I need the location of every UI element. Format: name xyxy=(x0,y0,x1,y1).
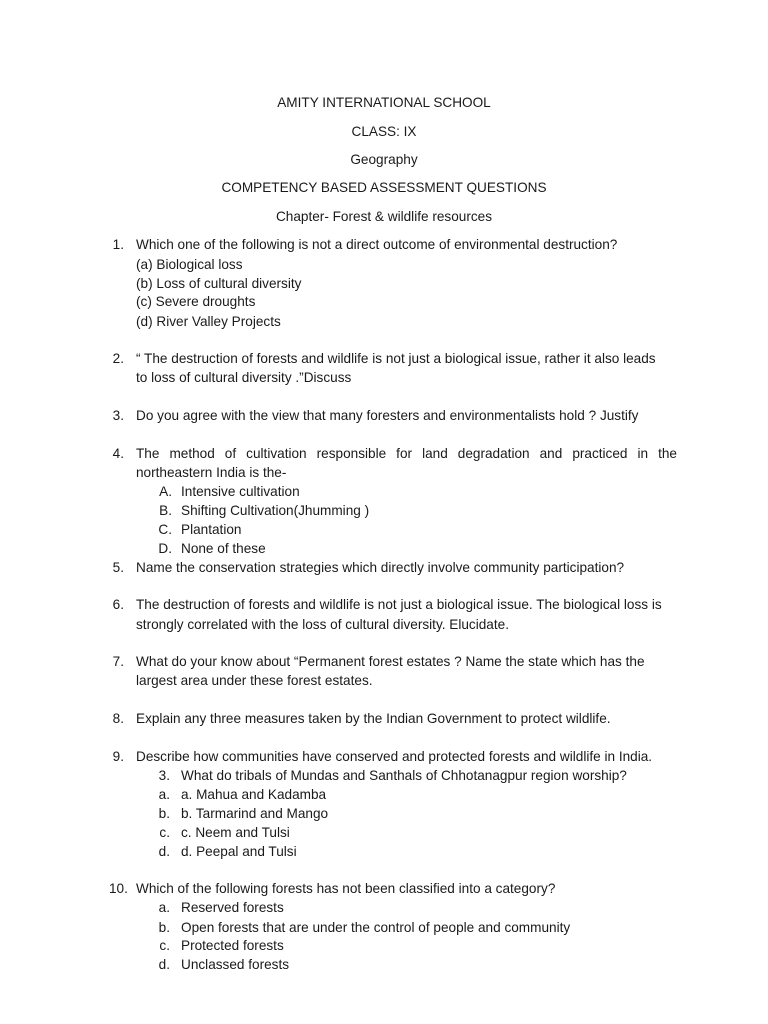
question-number: 2. xyxy=(112,351,124,366)
sub-label: B. xyxy=(159,503,172,518)
question-text: Which of the following forests has not been classified into a category? xyxy=(136,881,556,896)
question-text: Name the conservation strategies which directly involve community participation? xyxy=(136,560,625,575)
question-text: strongly correlated with the loss of cultural diversity. Elucidate. xyxy=(136,617,509,632)
sub-item: a. Mahua and Kadamba xyxy=(181,787,327,802)
chapter-title: Chapter- Forest & wildlife resources xyxy=(275,209,493,224)
sub-item: d. Peepal and Tulsi xyxy=(181,844,297,859)
question-text: Which one of the following is not a direct outcome of environmental destruction? xyxy=(136,237,618,252)
sub-label: a. xyxy=(158,900,170,915)
question-text: Do you agree with the view that many foresters and environmentalists hold ? Justify xyxy=(136,408,639,423)
question-text: Describe how communities have conserved and protected forests and wildlife in India. xyxy=(136,749,653,764)
question-number: 1. xyxy=(112,237,124,252)
sub-label: b. xyxy=(158,806,170,821)
question-text: Explain any three measures taken by the Indian Government to protect wildlife. xyxy=(136,711,611,726)
sub-item: Unclassed forests xyxy=(181,957,290,972)
question-text: “ The destruction of forests and wildlife is not just a biological issue, rather it also leads xyxy=(136,351,656,366)
sub-label: d. xyxy=(158,957,170,972)
question-number: 8. xyxy=(112,711,124,726)
question-number: 6. xyxy=(112,597,124,612)
subject-label: Geography xyxy=(350,152,418,167)
school-name: AMITY INTERNATIONAL SCHOOL xyxy=(277,95,491,110)
question-number: 10. xyxy=(109,881,128,896)
question-text: The method of cultivation responsible for land degradation and practiced in the xyxy=(136,446,677,461)
sub-label: c. xyxy=(159,938,170,953)
question-text: What do your know about “Permanent forest estates ? Name the state which has the xyxy=(136,654,645,669)
question-text: largest area under these forest estates. xyxy=(136,673,373,688)
option-item: (c) Severe droughts xyxy=(136,294,256,309)
assessment-title: COMPETENCY BASED ASSESSMENT QUESTIONS xyxy=(221,180,547,195)
question-number: 4. xyxy=(112,446,124,461)
sub-item: Plantation xyxy=(181,522,242,537)
sub-item: Intensive cultivation xyxy=(181,484,300,499)
option-item: (d) River Valley Projects xyxy=(136,314,281,329)
question-text: northeastern India is the- xyxy=(136,465,287,480)
sub-item: b. Tarmarind and Mango xyxy=(181,806,329,821)
question-text: to loss of cultural diversity .”Discuss xyxy=(136,370,352,385)
question-number: 9. xyxy=(112,749,124,764)
sub-item: Open forests that are under the control of people and community xyxy=(181,920,571,935)
sub-label: A. xyxy=(159,484,172,499)
sub-item: Shifting Cultivation(Jhumming ) xyxy=(181,503,370,518)
sub-item: Protected forests xyxy=(181,938,284,953)
sub-label: a. xyxy=(158,787,170,802)
sub-label: 3. xyxy=(158,768,170,783)
sub-item: What do tribals of Mundas and Santhals of Chhotanagpur region worship? xyxy=(181,768,627,783)
sub-item: Reserved forests xyxy=(181,900,284,915)
sub-label: C. xyxy=(158,522,172,537)
question-text: The destruction of forests and wildlife is not just a biological issue. The biological loss is xyxy=(136,597,662,612)
sub-label: c. xyxy=(159,825,170,840)
sub-item: None of these xyxy=(181,541,266,556)
sub-label: D. xyxy=(158,541,172,556)
sub-label: b. xyxy=(158,920,170,935)
question-number: 5. xyxy=(112,560,124,575)
sub-label: d. xyxy=(158,844,170,859)
option-item: (b) Loss of cultural diversity xyxy=(136,276,302,291)
sub-item: c. Neem and Tulsi xyxy=(181,825,290,840)
question-number: 7. xyxy=(112,654,124,669)
question-number: 3. xyxy=(112,408,124,423)
class-label: CLASS: IX xyxy=(351,124,417,139)
option-item: (a) Biological loss xyxy=(136,257,243,272)
